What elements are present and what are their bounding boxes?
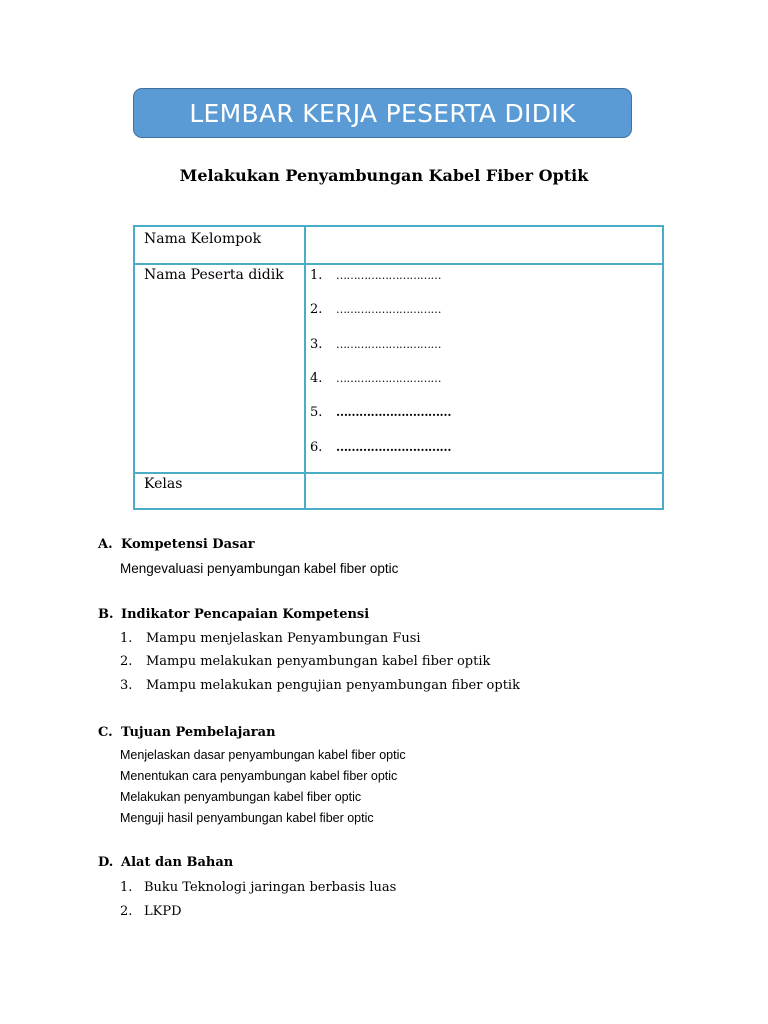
student-entry-1[interactable]	[310, 268, 441, 283]
item-text: Buku Teknologi jaringan berbasis luas	[144, 880, 397, 895]
title-banner	[133, 88, 632, 138]
section-letter: D.	[98, 855, 114, 870]
objective-line: Menguji hasil penyambungan kabel fiber optic	[120, 811, 374, 825]
table-row-divider	[135, 263, 662, 265]
student-number: 2.	[310, 302, 323, 317]
group-name-field[interactable]	[306, 227, 662, 263]
material-item	[120, 904, 182, 919]
section-b-heading	[98, 607, 369, 622]
section-title: Indikator Pencapaian Kompetensi	[121, 607, 370, 622]
section-letter: C.	[98, 725, 113, 740]
student-blank: …………………………	[336, 338, 441, 351]
student-blank: …………………………	[336, 440, 451, 454]
objective-line: Menentukan cara penyambungan kabel fiber optic	[120, 769, 398, 783]
table-column-divider	[304, 227, 306, 508]
item-number: 1.	[120, 880, 133, 895]
class-field[interactable]	[306, 474, 662, 508]
student-blank: …………………………	[336, 303, 441, 316]
student-entry-5[interactable]	[310, 405, 451, 420]
item-text: Mampu menjelaskan Penyambungan Fusi	[146, 631, 421, 646]
student-number: 5.	[310, 405, 323, 420]
group-name-label: Nama Kelompok	[144, 231, 262, 247]
identity-table	[133, 225, 664, 510]
section-d-heading	[98, 855, 233, 870]
material-item	[120, 880, 396, 895]
student-entry-6[interactable]	[310, 440, 451, 455]
section-letter: B.	[98, 607, 114, 622]
item-number: 2.	[120, 904, 133, 919]
indicator-item	[120, 631, 421, 646]
student-number: 3.	[310, 337, 323, 352]
student-names-label: Nama Peserta didik	[144, 267, 284, 283]
student-number: 1.	[310, 268, 323, 283]
student-blank: …………………………	[336, 372, 441, 385]
section-a-heading	[98, 537, 255, 552]
section-title: Tujuan Pembelajaran	[121, 725, 276, 740]
section-title: Alat dan Bahan	[121, 855, 234, 870]
competency-text: Mengevaluasi penyambungan kabel fiber optic	[120, 561, 399, 576]
student-number: 6.	[310, 440, 323, 455]
student-blank: …………………………	[336, 269, 441, 282]
item-number: 2.	[120, 654, 133, 669]
section-letter: A.	[98, 537, 113, 552]
indicator-item	[120, 678, 520, 693]
worksheet-subtitle: Melakukan Penyambungan Kabel Fiber Optik	[179, 166, 589, 185]
student-entry-3[interactable]	[310, 337, 441, 352]
item-text: LKPD	[144, 904, 182, 919]
item-text: Mampu melakukan pengujian penyambungan fiber optik	[146, 678, 520, 693]
section-c-heading	[98, 725, 276, 740]
student-entry-4[interactable]	[310, 371, 441, 386]
banner-title: LEMBAR KERJA PESERTA DIDIK	[189, 98, 576, 128]
student-number: 4.	[310, 371, 323, 386]
item-number: 1.	[120, 631, 133, 646]
objective-line: Melakukan penyambungan kabel fiber optic	[120, 790, 362, 804]
student-entry-2[interactable]	[310, 302, 441, 317]
student-blank: …………………………	[336, 405, 451, 419]
item-text: Mampu melakukan penyambungan kabel fiber optik	[146, 654, 491, 669]
class-label: Kelas	[144, 476, 183, 492]
objective-line: Menjelaskan dasar penyambungan kabel fiber optic	[120, 748, 406, 762]
item-number: 3.	[120, 678, 133, 693]
section-title: Kompetensi Dasar	[121, 537, 255, 552]
indicator-item	[120, 654, 490, 669]
